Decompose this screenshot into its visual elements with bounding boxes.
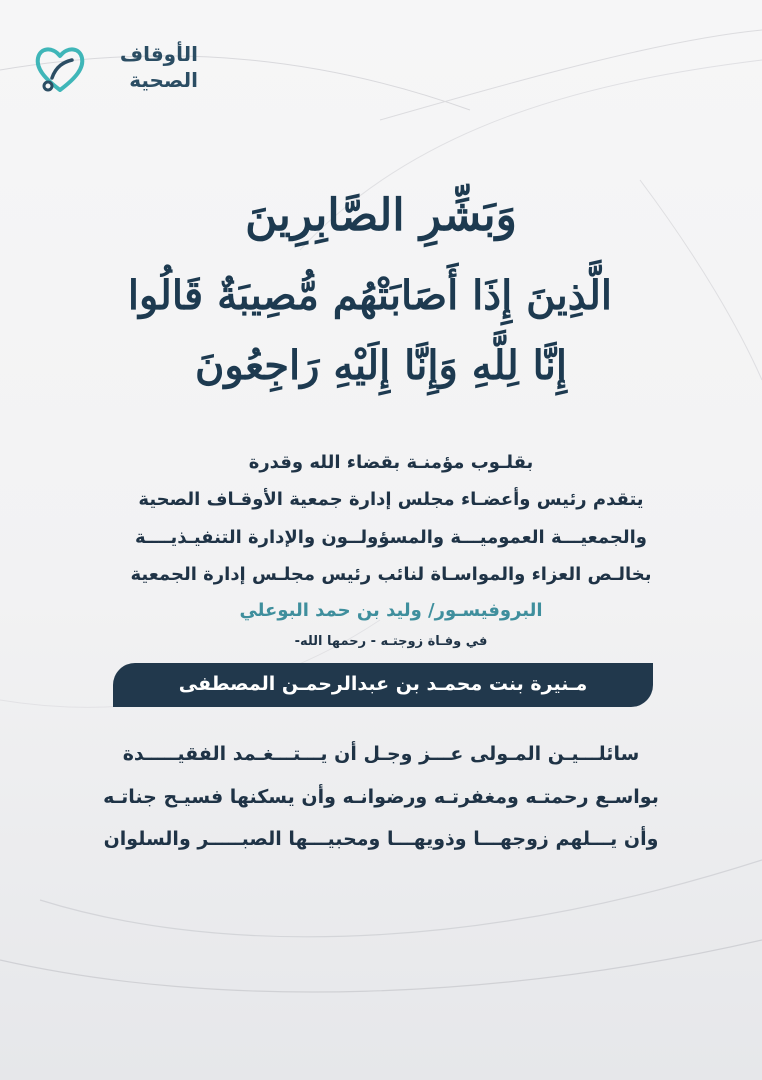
heart-leaf-icon	[34, 42, 86, 98]
deceased-name-banner	[113, 663, 653, 707]
announcement-line2: يتقدم رئيس وأعضـاء مجلس إدارة جمعية الأوقـاف الصحية	[138, 489, 644, 510]
prayer-line1: سائلـــيـن المـولى عـــز وجـل أن يـــتـــغـمد الفقيـــــدة	[122, 743, 640, 765]
prayer-line2: بواسـع رحمتـه ومغفرتـه ورضوانـه وأن يسكنها فسيـح جناتـه	[103, 786, 659, 808]
quran-verse-line1: وَبَشِّرِ الصَّابِرِينَ	[245, 190, 517, 241]
logo-text-line1: الأوقاف	[119, 42, 198, 66]
organization-logo	[34, 42, 204, 98]
announcement-line4: بخالـص العزاء والمواسـاة لنائب رئيس مجلـس إدارة الجمعية	[130, 564, 652, 585]
deceased-name: مـنيرة بنت محمـد بن عبدالرحمـن المصطفى	[178, 673, 588, 695]
quran-verse-line3: إِنَّا لِلَّهِ وَإِنَّا إِلَيْهِ رَاجِعُونَ	[194, 342, 568, 389]
quran-verse-line2: الَّذِينَ إِذَا أَصَابَتْهُم مُّصِيبَةٌ قَالُوا	[127, 272, 612, 319]
announcement-line3: والجمعيـــة العموميـــة والمسؤولــون والإدارة التنفيـذيــــة	[134, 527, 647, 548]
occasion-text: في وفـاة زوجتـه - رحمها الله-	[294, 634, 488, 649]
logo-text-line2: الصحية	[129, 68, 198, 92]
announcement-line1: بقلـوب مؤمنـة بقضاء الله وقدرة	[248, 452, 534, 473]
honoree-name: البروفيسـور/ وليد بن حمد البوعلي	[239, 600, 543, 621]
prayer-line3: وأن يـــلهم زوجهـــا وذويهـــا ومحبيـــها الصبـــــر والسلوان	[103, 828, 659, 850]
